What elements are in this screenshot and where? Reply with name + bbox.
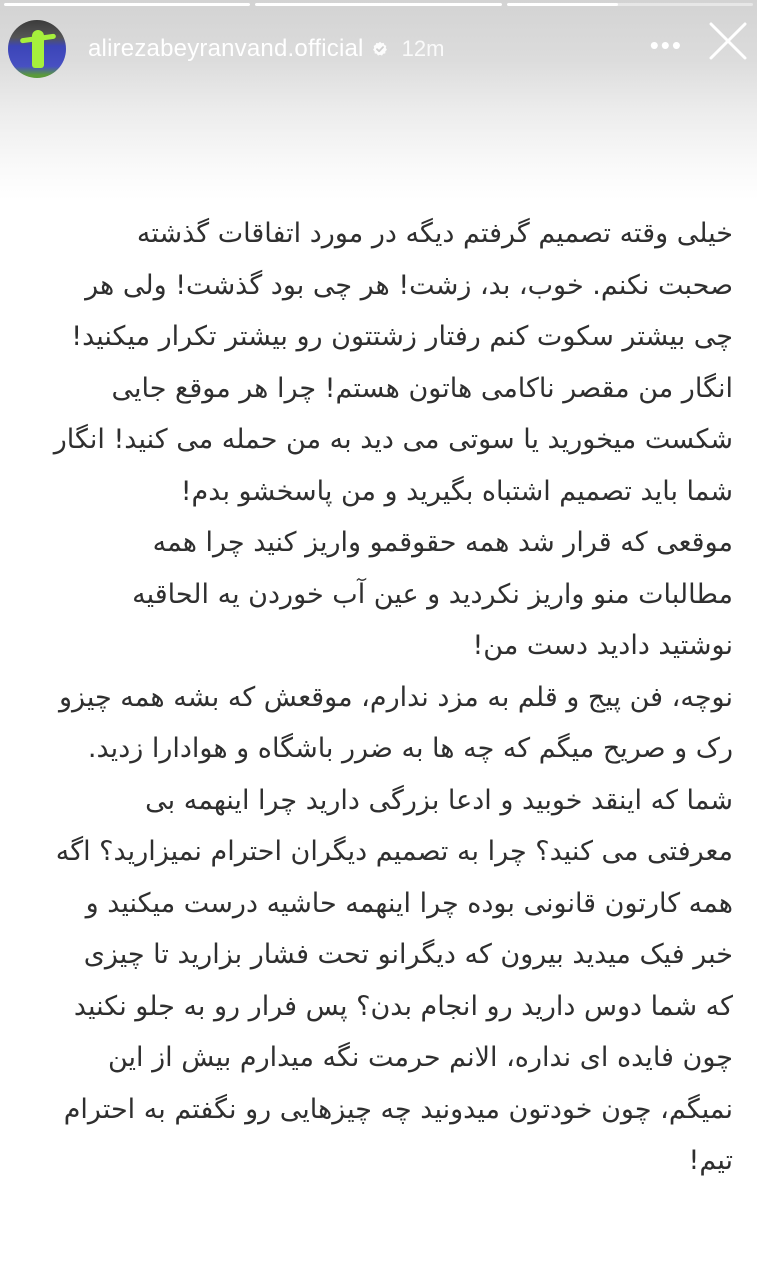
text-line: چون فایده ای نداره، الانم حرمت نگه میدارم بیش از این [107,1042,733,1073]
more-options-icon[interactable]: ••• [649,30,683,60]
story-header [8,18,747,80]
avatar-photo-player [32,30,44,68]
avatar[interactable] [8,20,66,78]
text-line: شما که اینقد خوبید و ادعا بزرگی دارید چرا اینهمه بی [145,784,733,816]
verified-badge-icon [372,41,388,57]
text-line: مطالبات منو واریز نکردید و عین آب خوردن یه الحاقیه [132,578,733,610]
text-line: رک و صریح میگم که چه ها به ضرر باشگاه و هوادارا زدید. [87,733,733,764]
story-timestamp: 12m [401,36,445,61]
text-line: شما باید تصمیم اشتباه بگیرید و من پاسخشو بدم! [180,475,733,507]
progress-fill-1 [4,3,250,6]
text-line: همه کارتون قانونی بوده چرا اینهمه حاشیه درست میکنید و [85,887,733,919]
text-line: صحبت نکنم. خوب، بد، زشت! هر چی بود گذشت! ولی هر [85,269,733,301]
text-line: خیلی وقته تصمیم گرفتم دیگه در مورد اتفاقات گذشته [136,218,733,249]
text-line: نمیگم، چون خودتون میدونید چه چیزهایی رو نگفتم به احترام [63,1093,733,1125]
text-line: انگار من مقصر ناکامی هاتون هستم! چرا هر موقع جایی [111,372,733,404]
progress-segment-1 [4,3,250,6]
text-line: خبر فیک میدید بیرون که دیگرانو تحت فشار بزارید تا چیزی [83,939,733,970]
progress-segment-3 [507,3,753,6]
text-line: معرفتی می کنید؟ چرا به تصمیم دیگران احترام نمیزارید؟ اگه [55,836,733,867]
progress-fill-3 [507,3,618,6]
text-line: تیم! [688,1145,733,1176]
progress-fill-2 [255,3,501,6]
text-line: که شما دوس دارید رو انجام بدن؟ پس فرار رو به جلو نکنید [73,990,733,1022]
text-line: نوشتید دادید دست من! [472,630,733,661]
text-line: شکست میخورید یا سوتی می دید به من حمله می کنید! انگار [53,424,733,455]
close-icon[interactable] [709,22,747,60]
text-line: موقعی که قرار شد همه حقوقمو واریز کنید چرا همه [152,527,733,558]
text-line: چی بیشتر سکوت کنم رفتار زشتتون رو بیشتر تکرار میکنید! [71,321,733,352]
text-line: نوچه، فن پیج و قلم به مزد ندارم، موقعش که بشه همه چیزو [58,681,733,713]
story-text-body [30,208,733,1187]
story-progress-bar [4,3,753,6]
progress-segment-2 [255,3,501,6]
username-link[interactable]: alirezabeyranvand.official [88,35,364,62]
